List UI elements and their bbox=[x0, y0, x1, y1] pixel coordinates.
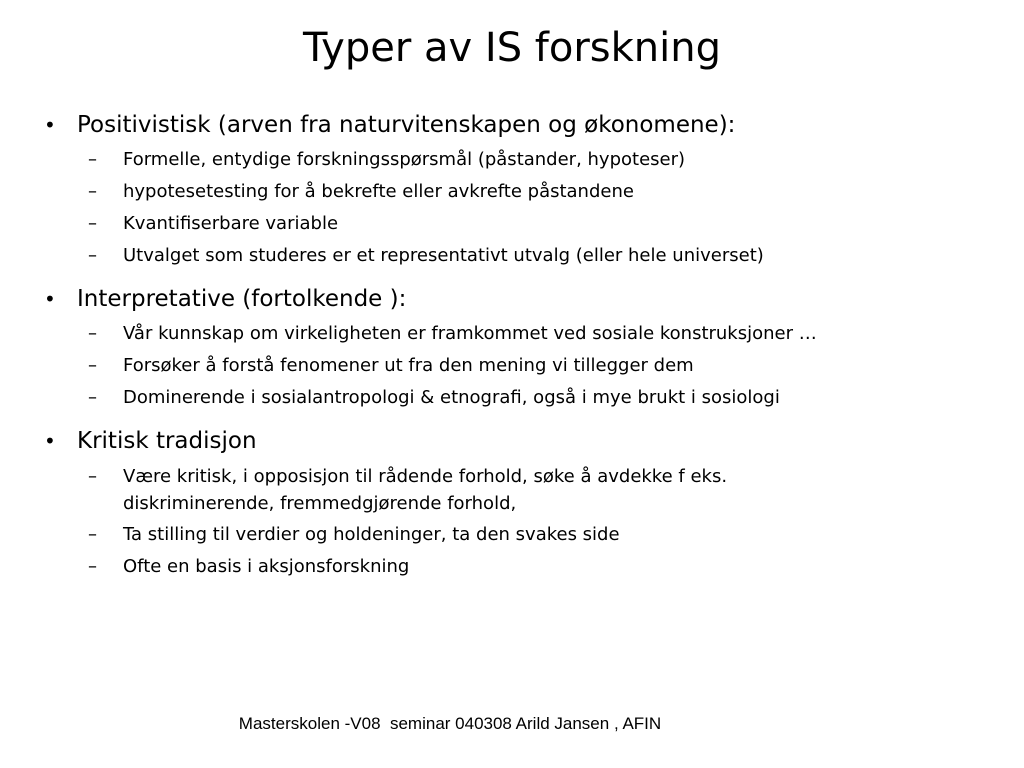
dash-icon: – bbox=[88, 245, 97, 266]
sub-bullet bbox=[44, 176, 984, 208]
bullet-heading: Interpretative (fortolkende ): bbox=[77, 286, 407, 312]
sub-bullet-text: Ofte en basis i aksjonsforskning bbox=[123, 556, 410, 577]
sub-bullet bbox=[44, 551, 984, 583]
dash-icon: – bbox=[88, 524, 97, 545]
slide-title: Typer av IS forskning bbox=[302, 25, 722, 71]
slide-footer: Masterskolen -V08 seminar 040308 Arild Jansen , AFIN bbox=[238, 714, 662, 733]
bullet-interpretative bbox=[44, 282, 984, 316]
dash-icon: – bbox=[88, 181, 97, 202]
sub-bullet bbox=[44, 144, 984, 176]
sub-bullet bbox=[44, 382, 984, 414]
bullet-heading: Kritisk tradisjon bbox=[77, 428, 257, 454]
sub-bullet bbox=[44, 460, 883, 519]
dash-icon: – bbox=[88, 323, 97, 344]
dash-icon: – bbox=[88, 213, 97, 234]
sub-bullet-text: Dominerende i sosialantropologi & etnografi, også i mye brukt i sosiologi bbox=[123, 387, 780, 408]
dash-icon: – bbox=[88, 149, 97, 170]
dash-icon: – bbox=[88, 387, 97, 408]
section-positivistisk bbox=[44, 108, 984, 272]
section-kritisk bbox=[44, 424, 984, 583]
sub-bullet-list bbox=[44, 318, 984, 414]
sub-bullet-text: Kvantifiserbare variable bbox=[123, 213, 339, 234]
sub-bullet-text: Forsøker å forstå fenomener ut fra den mening vi tillegger dem bbox=[123, 355, 694, 376]
sub-bullet bbox=[44, 350, 984, 382]
sub-bullet-text: Være kritisk, i opposisjon til rådende forhold, søke å avdekke f eks. diskriminerende, fremmedgjørende forhold, bbox=[123, 466, 728, 514]
sub-bullet-text: Formelle, entydige forskningsspørsmål (påstander, hypoteser) bbox=[123, 149, 686, 170]
bullet-dot-icon: • bbox=[44, 113, 56, 137]
bullet-heading: Positivistisk (arven fra naturvitenskapen og økonomene): bbox=[77, 112, 736, 138]
bullet-kritisk bbox=[44, 424, 984, 458]
bullet-dot-icon: • bbox=[44, 429, 56, 453]
sub-bullet bbox=[44, 519, 984, 551]
sub-bullet-text: Ta stilling til verdier og holdeninger, ta den svakes side bbox=[123, 524, 620, 545]
sub-bullet-text: Utvalget som studeres er et representativt utvalg (eller hele universet) bbox=[123, 245, 764, 266]
sub-bullet bbox=[44, 318, 984, 350]
sub-bullet-list bbox=[44, 144, 984, 272]
sub-bullet-list bbox=[44, 460, 984, 583]
bullet-dot-icon: • bbox=[44, 287, 56, 311]
sub-bullet-text: Vår kunnskap om virkeligheten er framkommet ved sosiale konstruksjoner … bbox=[123, 323, 817, 344]
dash-icon: – bbox=[88, 355, 97, 376]
section-interpretative bbox=[44, 282, 984, 414]
dash-icon: – bbox=[88, 556, 97, 577]
bullet-list bbox=[44, 108, 984, 593]
sub-bullet-text: hypotesetesting for å bekrefte eller avkrefte påstandene bbox=[123, 181, 634, 202]
dash-icon: – bbox=[88, 466, 97, 487]
bullet-positivistisk bbox=[44, 108, 984, 142]
sub-bullet bbox=[44, 208, 984, 240]
sub-bullet bbox=[44, 240, 984, 272]
